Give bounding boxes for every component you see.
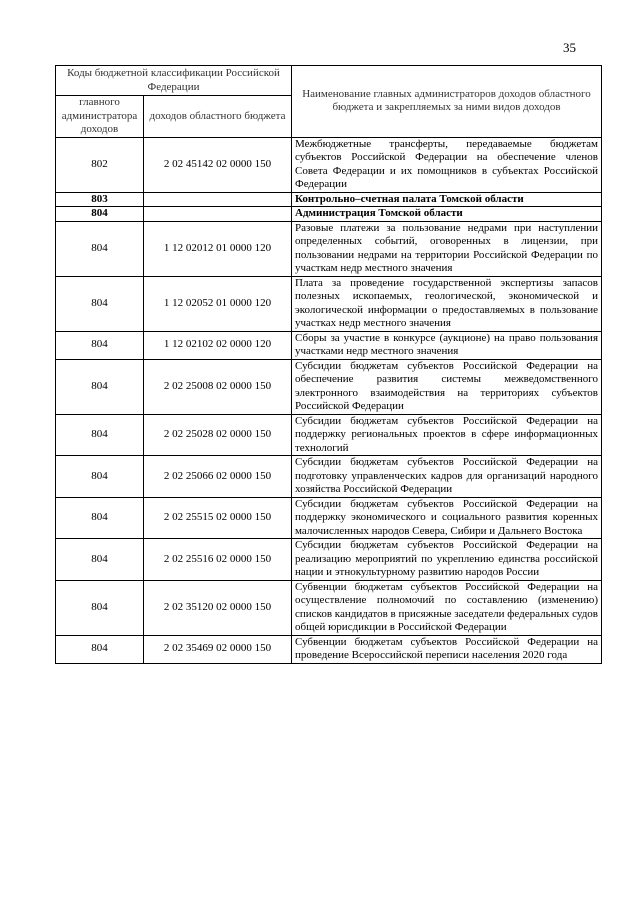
income-code-cell: 2 02 25515 02 0000 150 xyxy=(144,497,292,539)
income-code-cell: 2 02 35469 02 0000 150 xyxy=(144,635,292,663)
income-code-cell: 2 02 25028 02 0000 150 xyxy=(144,414,292,456)
description-cell: Разовые платежи за пользование недрами при наступлении определенных событий, оговоренных в лицензии, при пользовании недрами на территории Российской Федерации по участкам недр местного значения xyxy=(292,221,602,276)
admin-code-cell: 804 xyxy=(56,207,144,222)
description-cell: Субсидии бюджетам субъектов Российской Федерации на подготовку управленческих кадров для организаций народного хозяйства Российской Федерации xyxy=(292,456,602,498)
admin-code-cell: 804 xyxy=(56,331,144,359)
income-code-cell: 2 02 35120 02 0000 150 xyxy=(144,580,292,635)
table-row xyxy=(56,635,602,663)
table-row xyxy=(56,456,602,498)
table-row xyxy=(56,221,602,276)
income-code-cell: 2 02 45142 02 0000 150 xyxy=(144,137,292,192)
admin-code-cell: 804 xyxy=(56,539,144,581)
admin-code-cell: 804 xyxy=(56,221,144,276)
income-code-cell xyxy=(144,207,292,222)
income-code-cell: 1 12 02052 01 0000 120 xyxy=(144,276,292,331)
description-cell: Сборы за участие в конкурсе (аукционе) на право пользования участками недр местного значения xyxy=(292,331,602,359)
description-cell: Администрация Томской области xyxy=(292,207,602,222)
income-code-cell: 2 02 25066 02 0000 150 xyxy=(144,456,292,498)
admin-code-cell: 804 xyxy=(56,276,144,331)
description-cell: Субвенции бюджетам субъектов Российской Федерации на проведение Всероссийской переписи населения 2020 года xyxy=(292,635,602,663)
table-row xyxy=(56,539,602,581)
table-row xyxy=(56,497,602,539)
income-code-cell: 2 02 25008 02 0000 150 xyxy=(144,359,292,414)
table-row xyxy=(56,276,602,331)
admin-code-cell: 802 xyxy=(56,137,144,192)
income-code-cell: 1 12 02102 02 0000 120 xyxy=(144,331,292,359)
admin-code-cell: 804 xyxy=(56,359,144,414)
income-code-cell xyxy=(144,192,292,207)
table-row xyxy=(56,414,602,456)
budget-classification-table xyxy=(55,65,602,664)
description-cell: Контрольно–счетная палата Томской области xyxy=(292,192,602,207)
table-row xyxy=(56,207,602,222)
income-code-cell: 2 02 25516 02 0000 150 xyxy=(144,539,292,581)
description-cell: Субсидии бюджетам субъектов Российской Федерации на поддержку региональных проектов в сфере информационных технологий xyxy=(292,414,602,456)
description-cell: Субвенции бюджетам субъектов Российской Федерации на осуществление полномочий по составлению (изменению) списков кандидатов в присяжные заседатели федеральных судов общей юрисдикции в Российской Федерации xyxy=(292,580,602,635)
admin-code-cell: 804 xyxy=(56,414,144,456)
header-admin-column: главного администратора доходов xyxy=(56,96,144,138)
income-code-cell: 1 12 02012 01 0000 120 xyxy=(144,221,292,276)
admin-code-cell: 804 xyxy=(56,456,144,498)
admin-code-cell: 804 xyxy=(56,497,144,539)
page-number: 35 xyxy=(563,40,576,55)
table-row xyxy=(56,192,602,207)
description-cell: Плата за проведение государственной экспертизы запасов полезных ископаемых, геологической, экономической и экологической информации о предоставляемых в пользование участках недр местного значения xyxy=(292,276,602,331)
header-income-column: доходов областного бюджета xyxy=(144,96,292,138)
description-cell: Субсидии бюджетам субъектов Российской Федерации на реализацию мероприятий по укреплению единства российской нации и этнокультурному развитию народов России xyxy=(292,539,602,581)
table-row xyxy=(56,137,602,192)
description-cell: Межбюджетные трансферты, передаваемые бюджетам субъектов Российской Федерации на обеспечение членов Совета Федерации и их помощников в субъектах Российской Федерации xyxy=(292,137,602,192)
admin-code-cell: 804 xyxy=(56,580,144,635)
table-row xyxy=(56,331,602,359)
header-name-column: Наименование главных администраторов доходов областного бюджета и закрепляемых за ними видов доходов xyxy=(292,66,602,138)
table-row xyxy=(56,580,602,635)
admin-code-cell: 803 xyxy=(56,192,144,207)
header-codes-group: Коды бюджетной классификации Российской Федерации xyxy=(56,66,292,96)
description-cell: Субсидии бюджетам субъектов Российской Федерации на обеспечение развития системы межведомственного электронного взаимодействия на территориях субъектов Российской Федерации xyxy=(292,359,602,414)
admin-code-cell: 804 xyxy=(56,635,144,663)
description-cell: Субсидии бюджетам субъектов Российской Федерации на поддержку экономического и социального развития коренных малочисленных народов Севера, Сибири и Дальнего Востока xyxy=(292,497,602,539)
table-row xyxy=(56,359,602,414)
